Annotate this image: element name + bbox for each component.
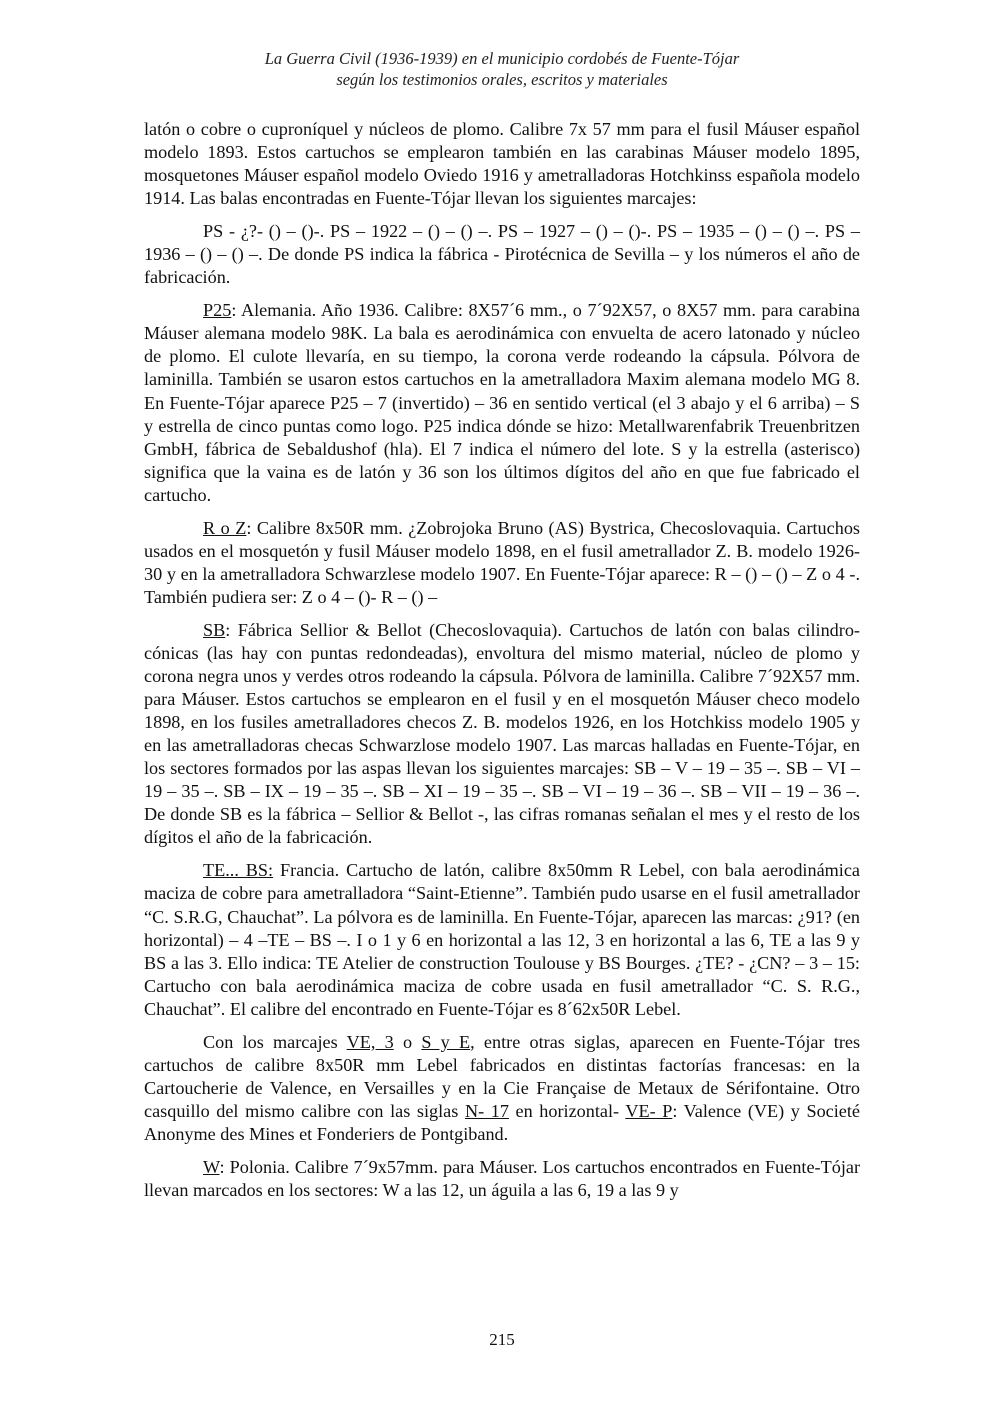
marcajes-text-d: en horizontal- (508, 1100, 626, 1121)
running-header (0, 48, 1004, 90)
marcajes-ve3: VE, 3 (346, 1031, 394, 1052)
body-text (144, 118, 860, 1212)
r-o-z-text: : Calibre 8x50R mm. ¿Zobrojoka Bruno (AS) Bystrica, Checoslovaquia. Cartuchos usados en el mosquetón y fusil Máuser modelo 1898, en el fusil ametrallador Z. B. modelo 1926-30 y en la ametralladora Schwarzlese modelo 1907. En Fuente-Tójar aparece: R – () – () – Z o 4 -. También pudiera ser: Z o 4 – ()- R – () – (144, 517, 860, 607)
paragraph-w (144, 1156, 860, 1202)
w-label: W (203, 1156, 220, 1177)
sb-label: SB (203, 619, 226, 640)
marcajes-n17: N- 17 (464, 1100, 509, 1121)
w-text: : Polonia. Calibre 7´9x57mm. para Máuser. Los cartuchos encontrados en Fuente-Tójar llevan marcados en los sectores: W a las 12, un águila a las 6, 19 a las 9 y (144, 1156, 860, 1201)
marcajes-text-b: o (393, 1031, 422, 1052)
sb-text: : Fábrica Sellior & Bellot (Checoslovaquia). Cartuchos de latón con balas cilindro-cónicas (las hay con puntas redondeadas), envoltura del mismo material, núcleo de plomo y corona negra unos y verdes otros rodeando la cápsula. Pólvora de laminilla. Calibre 7´92X57 mm. para Máuser. Estos cartuchos se emplearon en el fusil y en el mosquetón Máuser checo modelo 1898, en los fusiles ametralladores checos Z. B. modelos 1926, en los Hotchkiss modelo 1905 y en las ametralladoras checas Schwarzlose modelo 1907. Las marcas halladas en Fuente-Tójar, en los sectores formados por las aspas llevan los siguientes marcajes: SB – V – 19 – 35 –. SB – VI – 19 – 35 –. SB – IX – 19 – 35 –. SB – XI – 19 – 35 –. SB – VI – 19 – 36 –. SB – VII – 19 – 36 –. De donde SB es la fábrica – Sellior & Bellot -, las cifras romanas señalan el mes y el resto de los dígitos el año de la fabricación. (144, 619, 860, 848)
paragraph-te-bs (144, 859, 860, 1020)
paragraph-p25 (144, 299, 860, 506)
r-o-z-label: R o Z (203, 517, 247, 538)
p25-label: P25 (203, 300, 232, 321)
te-bs-label: TE... BS: (203, 860, 274, 881)
te-bs-text: Francia. Cartucho de latón, calibre 8x50mm R Lebel, con bala aerodinámica maciza de cobre para ametralladora “Saint-Etienne”. También pudo usarse en el fusil ametrallador “C. S.R.G, Chauchat”. La pólvora es de laminilla. En Fuente-Tójar, aparecen las marcas: ¿91? (en horizontal) – 4 –TE – BS –. I o 1 y 6 en horizontal a las 12, 3 en horizontal a las 6, TE a las 9 y BS a las 3. Ello indica: TE Atelier de construction Toulouse y BS Bourges. ¿TE? - ¿CN? – 3 – 15: Cartucho con bala aerodinámica maciza de cobre usada en fusil ametrallador “C. S. R.G., Chauchat”. El calibre del encontrado en Fuente-Tójar es 8´62x50R Lebel. (144, 860, 860, 1019)
paragraph-sb (144, 619, 860, 849)
header-subtitle: según los testimonios orales, escritos y materiales (336, 70, 668, 89)
p25-text: : Alemania. Año 1936. Calibre: 8X57´6 mm., o 7´92X57, o 8X57 mm. para carabina Máuser alemana modelo 98K. La bala es aerodinámica con envuelta de acero latonado y núcleo de plomo. El culote llevaría, en su tiempo, la corona verde rodeando la cápsula. Pólvora de laminilla. También se usaron estos cartuchos en la ametralladora Maxim alemana modelo MG 8. En Fuente-Tójar aparece P25 – 7 (invertido) – 36 en sentido vertical (el 3 abajo y el 6 arriba) – S y estrella de cinco puntas como logo. P25 indica dónde se hizo: Metallwarenfabrik Treuenbritzen GmbH, fábrica de Sebaldushof (hla). El 7 indica el número del lote. S y la estrella (asterisco) significa que la vaina es de latón y 36 son los últimos dígitos del año en que fue fabricado el cartucho. (144, 300, 860, 505)
marcajes-text-e: : Valence (VE) y Societé Anonyme des Mines et Fonderiers de Pontgiband. (144, 1100, 860, 1144)
paragraph-r-o-z (144, 517, 860, 609)
paragraph-marcajes (144, 1031, 860, 1146)
marcajes-sye: S y E (421, 1031, 471, 1052)
page-number: 215 (489, 1330, 515, 1349)
paragraph-continuation: latón o cobre o cuproníquel y núcleos de plomo. Calibre 7x 57 mm para el fusil Máuser español modelo 1893. Estos cartuchos se emplearon también en las carabinas Máuser modelo 1895, mosquetones Máuser español modelo Oviedo 1916 y ametralladoras Hotchkinss española modelo 1914. Las balas encontradas en Fuente-Tójar llevan los siguientes marcajes: (144, 119, 860, 209)
marcajes-text-c: , entre otras siglas, aparecen en Fuente-Tójar tres cartuchos de calibre 8x50R mm Lebel fabricados en distintas factorías francesas: en la Cartoucherie de Valence, en Versailles y en la Cie Française de Metaux de Sérifontaine. Otro casquillo del mismo calibre con las siglas (144, 1031, 861, 1121)
paragraph-ps-markings: PS - ¿?- () – ()-. PS – 1922 – () – () –. PS – 1927 – () – ()-. PS – 1935 – () – () –. PS – 1936 – () – () –. De donde PS indica la fábrica - Pirotécnica de Sevilla – y los números el año de fabricación. (144, 221, 860, 288)
marcajes-vep: VE- P (625, 1100, 673, 1121)
marcajes-text-a: Con los marcajes (203, 1031, 347, 1052)
header-title: La Guerra Civil (1936-1939) en el municipio cordobés de Fuente-Tójar (264, 49, 740, 68)
